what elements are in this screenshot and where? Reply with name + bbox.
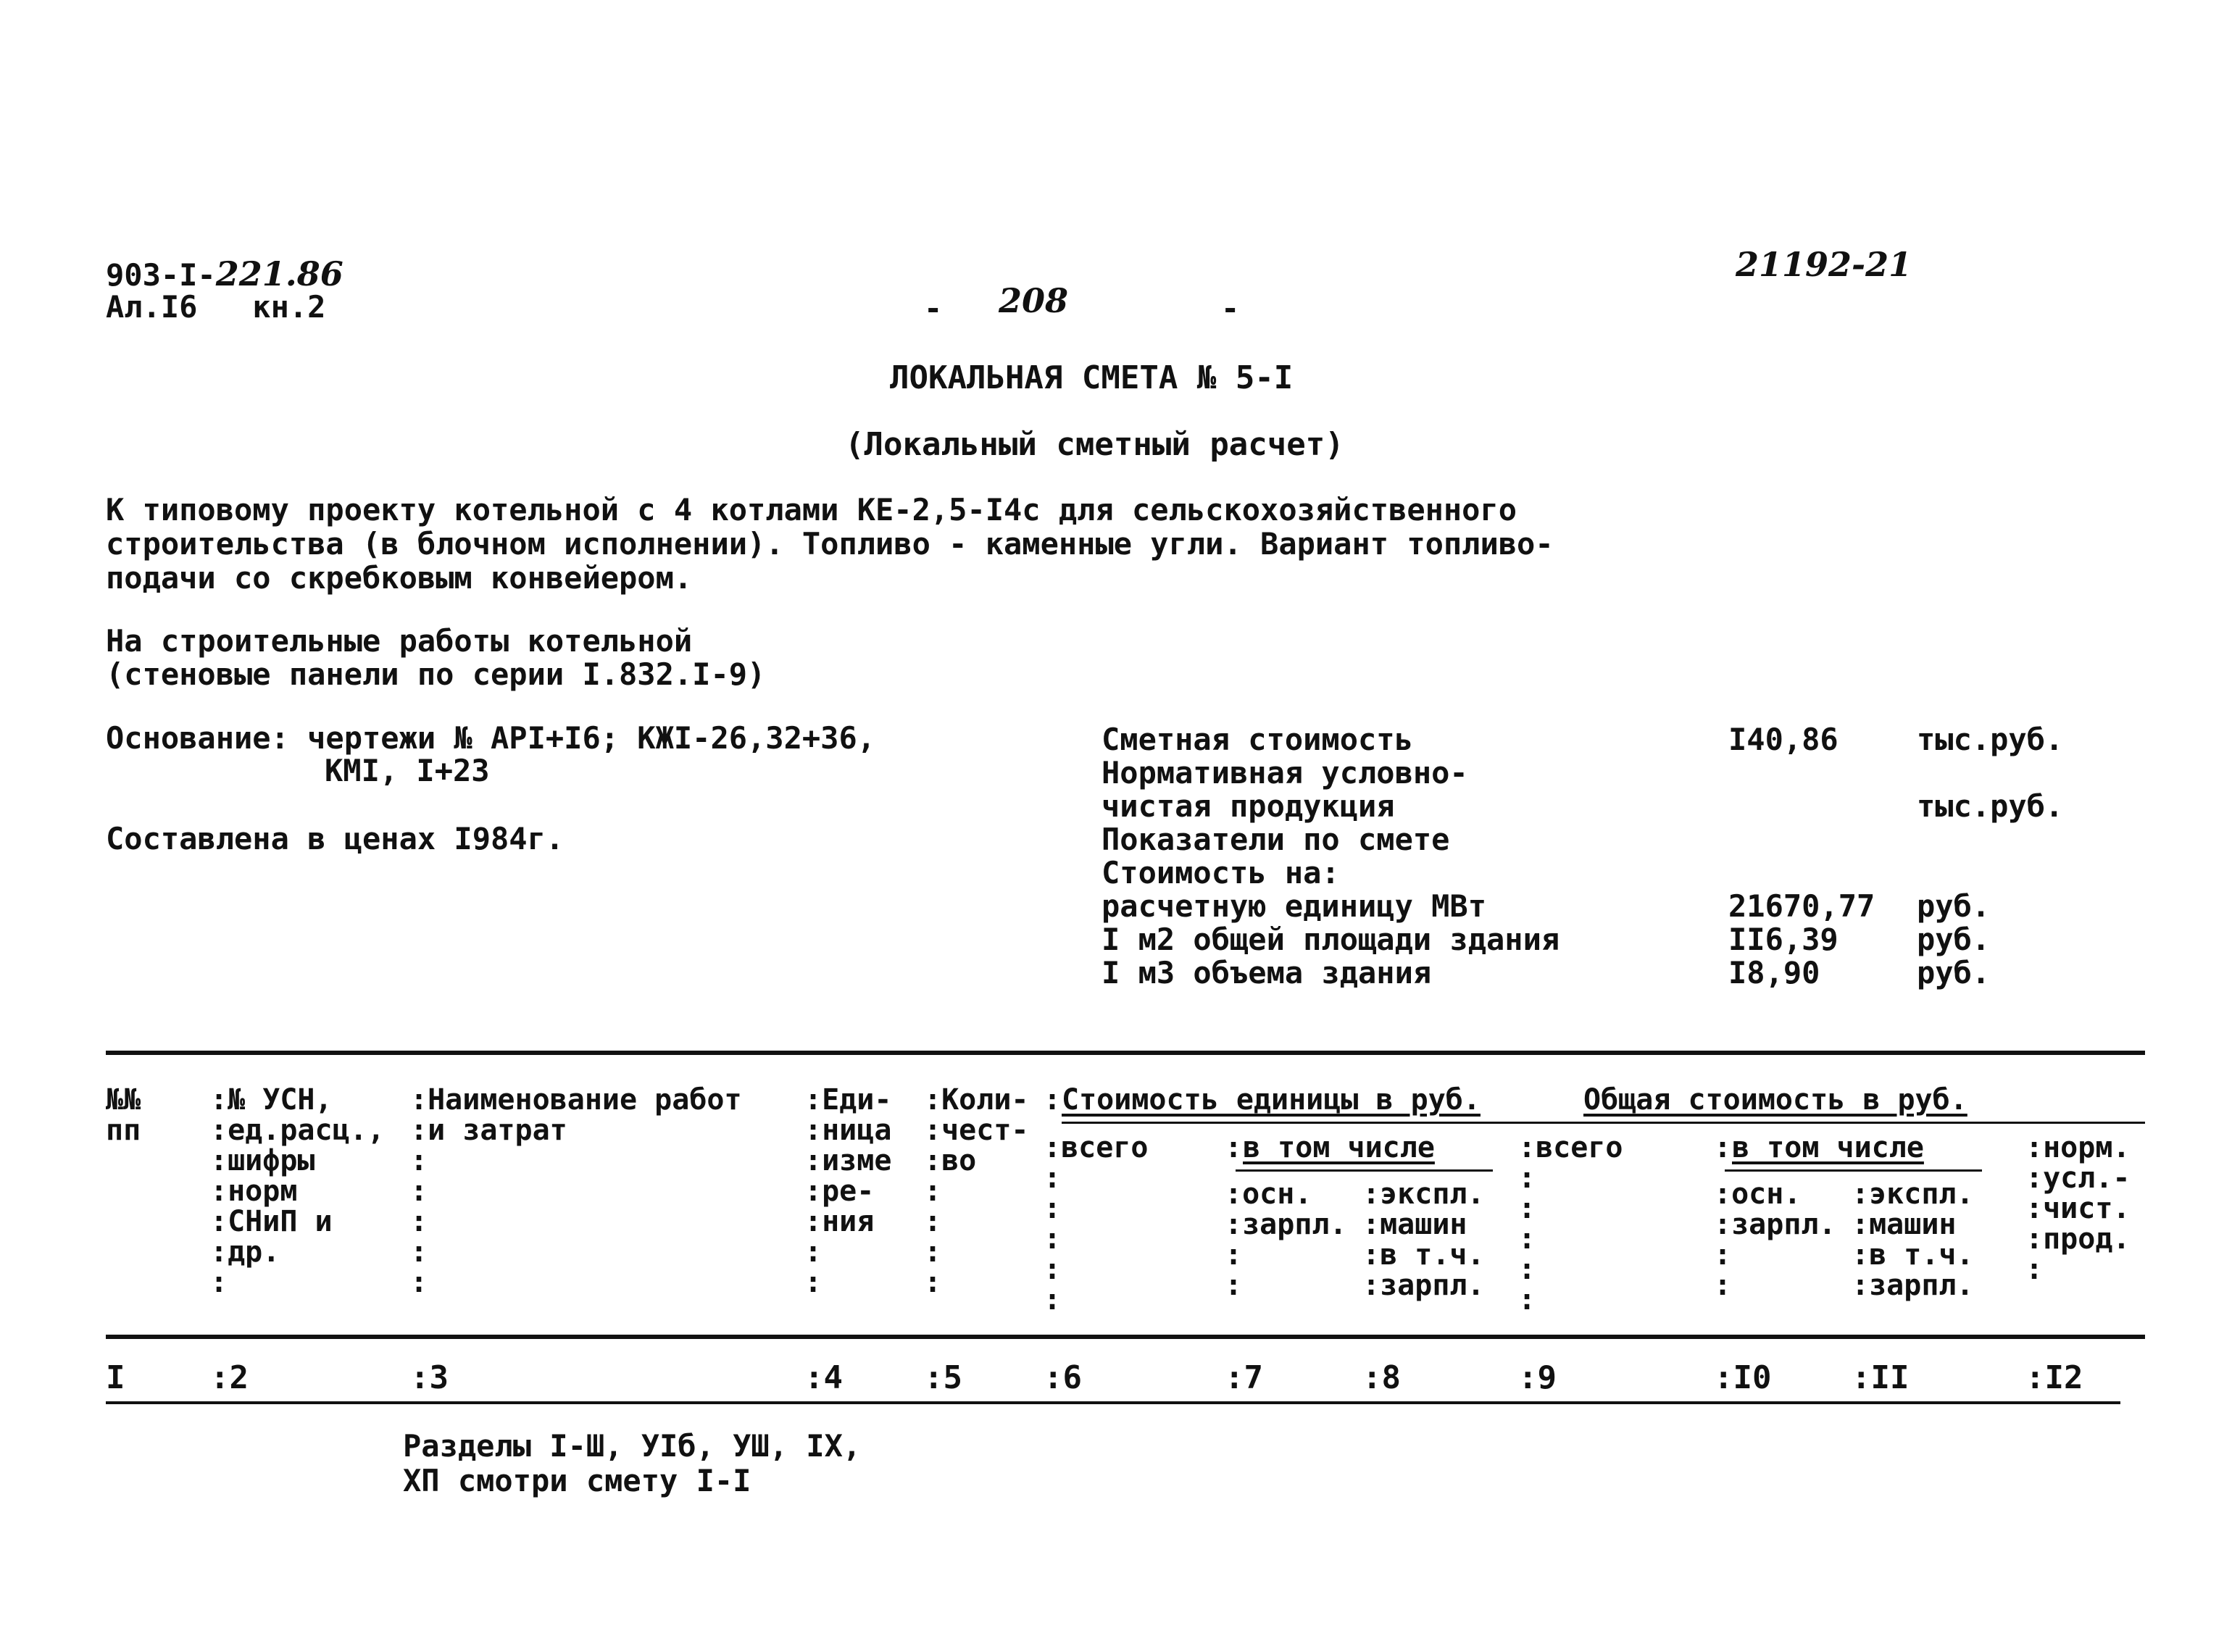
col-unit-basic-wage-header: :осн.	[1225, 1177, 1312, 1211]
col-unit-header: :изме	[804, 1144, 892, 1177]
col-usn-header: :др.	[210, 1235, 280, 1269]
archive-number: 21192-21	[1736, 245, 1912, 284]
prices-basis: Составлена в ценах I984г.	[106, 821, 565, 856]
col-unit-header: :	[804, 1266, 823, 1299]
summary-unit: тыс.руб.	[1917, 788, 2064, 824]
col-unit-machines-header: :зарпл.	[1362, 1269, 1485, 1302]
summary-value: I8,90	[1728, 955, 1820, 990]
column-number: :5	[924, 1359, 962, 1396]
col-unit-total-header: :	[1044, 1283, 1062, 1317]
summary-unit: руб.	[1917, 922, 1991, 957]
column-number: :8	[1362, 1359, 1401, 1396]
col-name-header: :	[410, 1266, 428, 1299]
doc-code-prefix: 903-I-	[106, 257, 216, 293]
summary-label: Стоимость на:	[1102, 855, 1340, 890]
col-usn-header: :ед.расц.,	[210, 1114, 385, 1147]
column-number: :2	[210, 1359, 249, 1396]
column-number: :6	[1044, 1359, 1082, 1396]
col-total-header: :	[1518, 1192, 1536, 1225]
summary-label: Нормативная условно-	[1102, 755, 1468, 790]
col-unit-total-header: :	[1044, 1253, 1062, 1286]
scope-line-2: (стеновые панели по серии I.832.I-9)	[106, 656, 766, 692]
group-underline	[1062, 1122, 2145, 1124]
summary-unit: руб.	[1917, 955, 1991, 990]
description-line-2: строительства (в блочном исполнении). Топливо - каменные угли. Вариант топливо-	[106, 526, 1554, 562]
col-unit-total-header: :	[1044, 1222, 1062, 1256]
estimate-subtitle: (Локальный сметный расчет)	[845, 426, 1344, 463]
column-number: :I2	[2025, 1359, 2083, 1396]
note-line-2: ХП смотри смету I-I	[403, 1463, 751, 1498]
table-header-bottom-rule	[106, 1335, 2145, 1339]
col-usn-header: :шифры	[210, 1144, 315, 1177]
col-qty-header: :чест-	[924, 1114, 1029, 1147]
col-unit-header: :ница	[804, 1114, 892, 1147]
col-qty-header: :	[924, 1235, 942, 1269]
col-total-machines-header: :зарпл.	[1852, 1269, 1974, 1302]
col-net-product-header: :чист.	[2025, 1192, 2131, 1225]
col-name-header: :Наименование работ	[410, 1083, 742, 1117]
group-colon: :	[1225, 1131, 1243, 1164]
album-volume: Ал.I6 кн.2	[106, 289, 326, 325]
col-unit-total-header: :	[1044, 1192, 1062, 1225]
summary-label: чистая продукция	[1102, 788, 1395, 824]
col-total-basic-wage-header: :зарпл.	[1714, 1208, 1836, 1241]
col-net-product-header: :усл.-	[2025, 1161, 2131, 1195]
col-total-machines-header: :машин	[1852, 1208, 1957, 1241]
col-usn-header: :	[210, 1266, 228, 1299]
note-line-1: Разделы I-Ш, УIб, УШ, IX,	[403, 1428, 862, 1464]
col-unit-machines-header: :машин	[1362, 1208, 1467, 1241]
column-number: :4	[804, 1359, 843, 1396]
col-num-header: пп	[106, 1114, 141, 1147]
col-unit-basic-wage-header: :	[1225, 1269, 1243, 1302]
estimate-title: ЛОКАЛЬНАЯ СМЕТА № 5-I	[890, 359, 1294, 396]
column-number: :7	[1225, 1359, 1263, 1396]
col-unit-basic-wage-header: :зарпл.	[1225, 1208, 1347, 1241]
col-net-product-header: :прод.	[2025, 1222, 2131, 1256]
summary-label: I м3 объема здания	[1102, 955, 1432, 990]
page-dash-left: -	[924, 291, 943, 326]
page-dash-right: -	[1221, 291, 1240, 326]
incl-underline	[1236, 1169, 1493, 1172]
total-cost-group-header: Общая стоимость в руб.	[1583, 1083, 1967, 1117]
col-qty-header: :	[924, 1175, 942, 1208]
page-number: 208	[999, 281, 1069, 320]
column-number: :I0	[1714, 1359, 1772, 1396]
col-total-machines-header: :в т.ч.	[1852, 1238, 1974, 1272]
col-unit-machines-header: :в т.ч.	[1362, 1238, 1485, 1272]
col-unit-total-header: :всего	[1044, 1131, 1149, 1164]
basis-line-2: КМI, I+23	[325, 753, 490, 788]
group-colon: :	[1044, 1083, 1062, 1117]
col-net-product-header: :норм.	[2025, 1131, 2131, 1164]
col-unit-header: :	[804, 1235, 823, 1269]
col-total-header: :	[1518, 1283, 1536, 1317]
scope-line-1: На строительные работы котельной	[106, 623, 693, 659]
column-number: I	[106, 1359, 125, 1396]
col-unit-header: :ре-	[804, 1175, 875, 1208]
col-total-machines-header: :экспл.	[1852, 1177, 1974, 1211]
col-unit-header: :Еди-	[804, 1083, 892, 1117]
unit-cost-incl-header: в том числе	[1243, 1131, 1435, 1164]
col-name-header: :	[410, 1235, 428, 1269]
summary-label: Показатели по смете	[1102, 822, 1450, 857]
col-unit-machines-header: :экспл.	[1362, 1177, 1485, 1211]
col-num-header: №№	[106, 1083, 141, 1117]
description-line-1: К типовому проекту котельной с 4 котлами КЕ-2,5-I4с для сельскохозяйственного	[106, 492, 1517, 527]
column-numbers-rule	[106, 1401, 2120, 1404]
col-total-basic-wage-header: :	[1714, 1238, 1732, 1272]
column-number: :3	[410, 1359, 449, 1396]
total-cost-incl-header: в том числе	[1732, 1131, 1924, 1164]
col-total-header: :	[1518, 1161, 1536, 1195]
col-total-header: :	[1518, 1253, 1536, 1286]
basis-line-1: Основание: чертежи № АРI+I6; КЖI-26,32+36,	[106, 720, 876, 756]
unit-cost-group-header: Стоимость единицы в руб.	[1062, 1083, 1481, 1117]
summary-label: Сметная стоимость	[1102, 722, 1413, 757]
col-total-header: :всего	[1518, 1131, 1623, 1164]
incl-underline	[1725, 1169, 1982, 1172]
doc-code	[106, 254, 343, 293]
summary-value: II6,39	[1728, 922, 1839, 957]
col-total-basic-wage-header: :осн.	[1714, 1177, 1802, 1211]
summary-value: 21670,77	[1728, 888, 1875, 924]
col-net-product-header: :	[2025, 1253, 2044, 1286]
col-qty-header: :Коли-	[924, 1083, 1029, 1117]
col-name-header: :	[410, 1175, 428, 1208]
col-qty-header: :	[924, 1266, 942, 1299]
col-unit-total-header: :	[1044, 1161, 1062, 1195]
col-qty-header: :	[924, 1205, 942, 1238]
summary-unit: руб.	[1917, 888, 1991, 924]
group-colon: :	[1714, 1131, 1732, 1164]
col-usn-header: :№ УСН,	[210, 1083, 333, 1117]
col-name-header: :	[410, 1205, 428, 1238]
col-unit-header: :ния	[804, 1205, 875, 1238]
summary-label: расчетную единицу МВт	[1102, 888, 1487, 924]
description-line-3: подачи со скребковым конвейером.	[106, 560, 693, 596]
col-total-basic-wage-header: :	[1714, 1269, 1732, 1302]
col-name-header: :	[410, 1144, 428, 1177]
table-top-rule	[106, 1051, 2145, 1055]
doc-code-handwritten: 221.86	[215, 254, 343, 293]
column-number: :9	[1518, 1359, 1557, 1396]
summary-value: I40,86	[1728, 722, 1839, 757]
summary-label: I м2 общей площади здания	[1102, 922, 1560, 957]
col-usn-header: :СНиП и	[210, 1205, 333, 1238]
col-usn-header: :норм	[210, 1175, 298, 1208]
col-unit-basic-wage-header: :	[1225, 1238, 1243, 1272]
col-total-header: :	[1518, 1222, 1536, 1256]
col-qty-header: :во	[924, 1144, 977, 1177]
column-number: :II	[1852, 1359, 1910, 1396]
col-name-header: :и затрат	[410, 1114, 567, 1147]
summary-unit: тыс.руб.	[1917, 722, 2064, 757]
